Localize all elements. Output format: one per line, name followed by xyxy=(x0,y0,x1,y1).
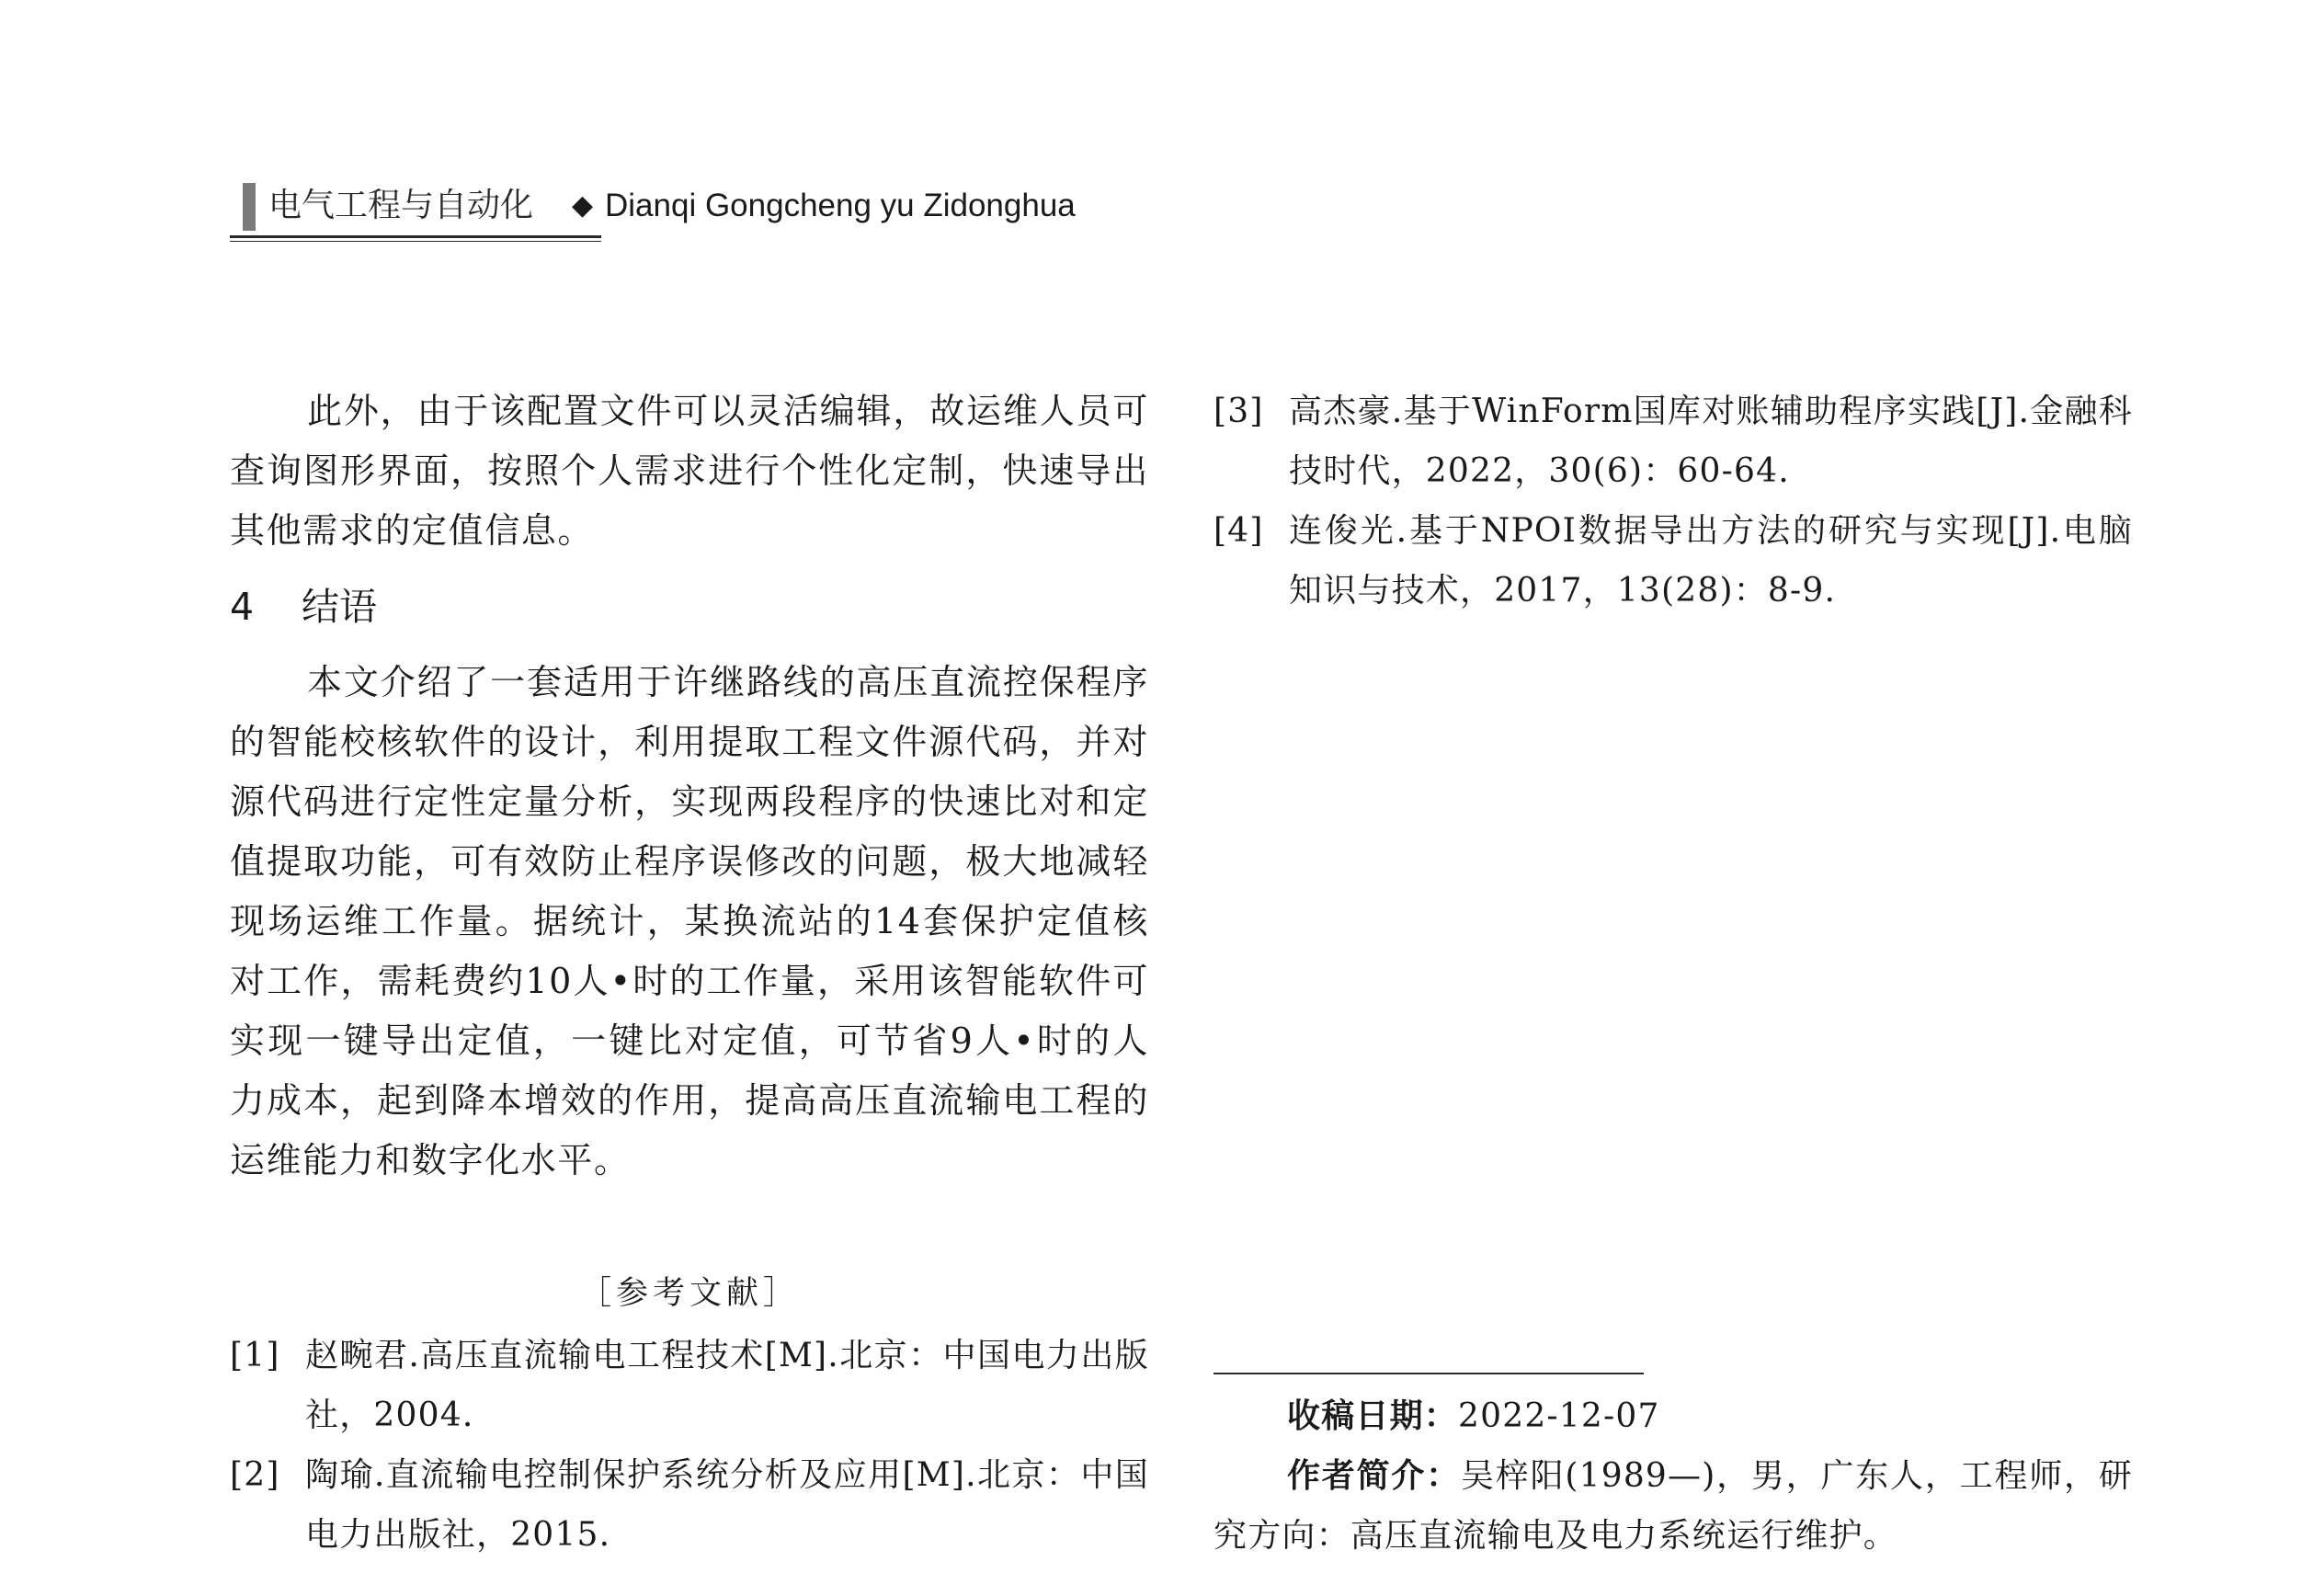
header-rule-thin xyxy=(230,241,601,242)
header-title-chinese: 电气工程与自动化 xyxy=(268,187,534,224)
header-rule-thick xyxy=(230,235,601,238)
reference-number: [1] xyxy=(230,1337,280,1374)
section-title: 结语 xyxy=(302,585,377,629)
header-marker-bar xyxy=(243,183,256,231)
reference-text: 赵畹君.高压直流输电工程技术[M].北京：中国电力出版社，2004. xyxy=(305,1337,1149,1434)
author-bio-note xyxy=(1213,1446,2133,1566)
received-date-value: 2022-12-07 xyxy=(1458,1397,1660,1435)
reference-number: [2] xyxy=(230,1456,280,1494)
paragraph-config-file: 此外，由于该配置文件可以灵活编辑，故运维人员可查询图形界面，按照个人需求进行个性化定制，快速导出其他需求的定值信息。 xyxy=(230,391,1149,551)
diamond-icon: ◆ xyxy=(572,189,594,222)
references-title: ［参考文献］ xyxy=(578,1275,800,1312)
running-header xyxy=(230,179,1076,236)
author-bio-label: 作者简介： xyxy=(1287,1457,1461,1495)
received-date-label: 收稿日期： xyxy=(1287,1397,1459,1435)
received-date-note xyxy=(1213,1386,2133,1446)
section-number: 4 xyxy=(230,585,255,629)
reference-number: [3] xyxy=(1213,393,1264,430)
reference-text: 陶瑜.直流输电控制保护系统分析及应用[M].北京：中国电力出版社，2015. xyxy=(305,1456,1149,1554)
paragraph-conclusion: 本文介绍了一套适用于许继路线的高压直流控保程序的智能校核软件的设计，利用提取工程文件源代码，并对源代码进行定性定量分析，实现两段程序的快速比对和定值提取功能，可有效防止程序误修改的问题，极大地减轻现场运维工作量。据统计，某换流站的14套保护定值核对工作，需耗费约10人•时的工作量，采用该智能软件可实现一键导出定值，一键比对定值，可节省9人•时的人力成本，起到降本增效的作用，提高高压直流输电工程的运维能力和数字化水平。 xyxy=(230,662,1149,1180)
reference-text: 高杰豪.基于WinForm国库对账辅助程序实践[J].金融科技时代，2022，30(6)：60-64. xyxy=(1289,393,2133,490)
author-bio-value: 吴梓阳(1989—)，男，广东人，工程师，研究方向：高压直流输电及电力系统运行维护。 xyxy=(1213,1457,2133,1555)
reference-text: 连俊光.基于NPOI数据导出方法的研究与实现[J].电脑知识与技术，2017，13(28)：8-9. xyxy=(1289,512,2133,610)
header-title-latin: Dianqi Gongcheng yu Zidonghua xyxy=(605,188,1076,223)
footnote-rule xyxy=(1213,1373,1644,1374)
reference-number: [4] xyxy=(1213,512,1264,550)
